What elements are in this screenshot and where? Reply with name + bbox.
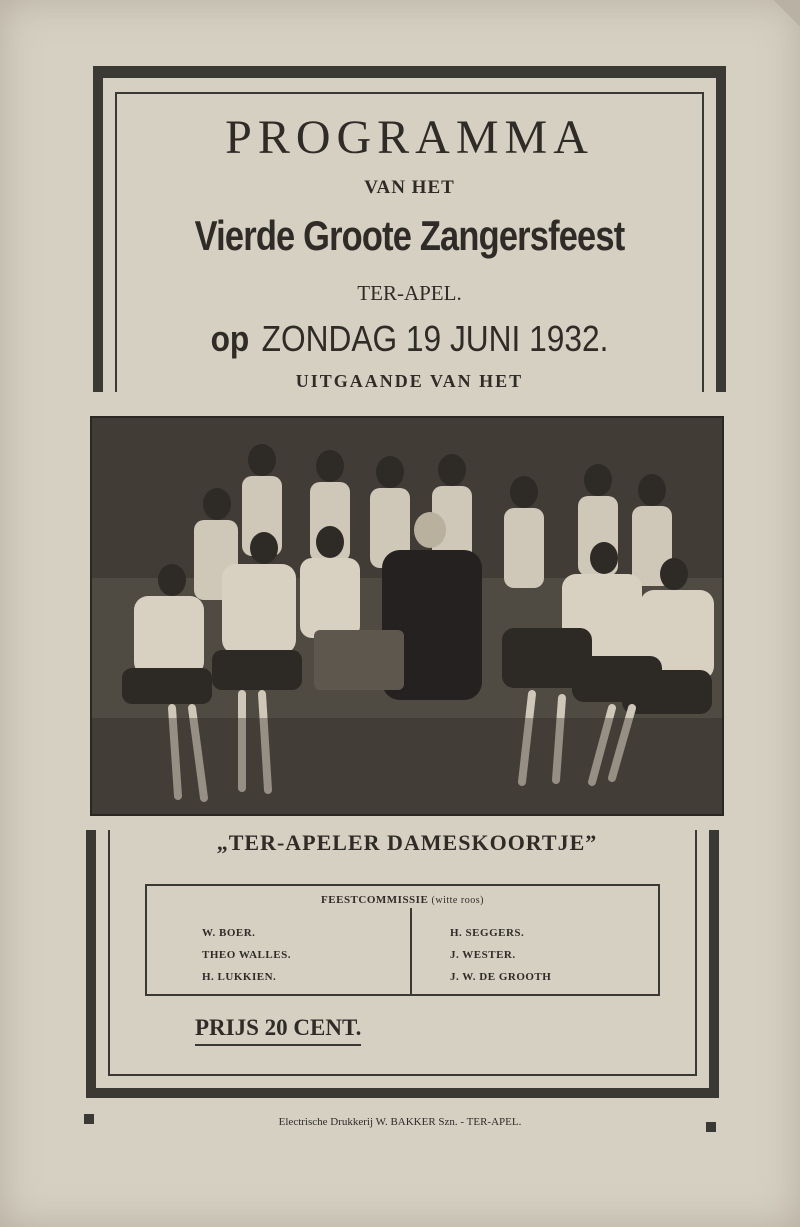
printer-imprint: Electrische Drukkerij W. BAKKER Szn. - TER-APEL. [278, 1116, 522, 1128]
committee-box [145, 884, 660, 996]
committee-member: H. SEGGERS. [450, 927, 525, 939]
subline: UITGAANDE VAN HET [295, 371, 524, 391]
committee-member: J. W. DE GROOTH [450, 971, 552, 983]
committee-member: THEO WALLES. [202, 949, 291, 961]
committee-column-left [202, 922, 291, 988]
committee-member: H. LUKKIEN. [202, 971, 277, 983]
committee-member: W. BOER. [202, 927, 256, 939]
committee-heading [147, 894, 658, 906]
committee-column-right [450, 922, 551, 988]
van-het-line: VAN HET [364, 177, 455, 198]
price: PRIJS 20 CENT. [195, 1015, 361, 1046]
page-title: PROGRAMMA [225, 111, 594, 164]
date-prefix: op [210, 318, 250, 359]
committee-title: FEESTCOMMISSIE [321, 894, 429, 906]
choir-photo [90, 416, 724, 816]
event-date-line [131, 318, 688, 360]
committee-divider [410, 908, 412, 994]
photo-caption: „TER-APELER DAMESKOORTJE” [216, 830, 598, 855]
choir-photo-illustration [92, 418, 722, 814]
committee-subtitle: (witte roos) [431, 895, 484, 906]
event-name: Vierde Groote Zangersfeest [194, 212, 625, 259]
committee-member: J. WESTER. [450, 949, 516, 961]
event-date: ZONDAG 19 JUNI 1932. [261, 318, 609, 359]
event-place: TER-APEL. [357, 281, 462, 305]
